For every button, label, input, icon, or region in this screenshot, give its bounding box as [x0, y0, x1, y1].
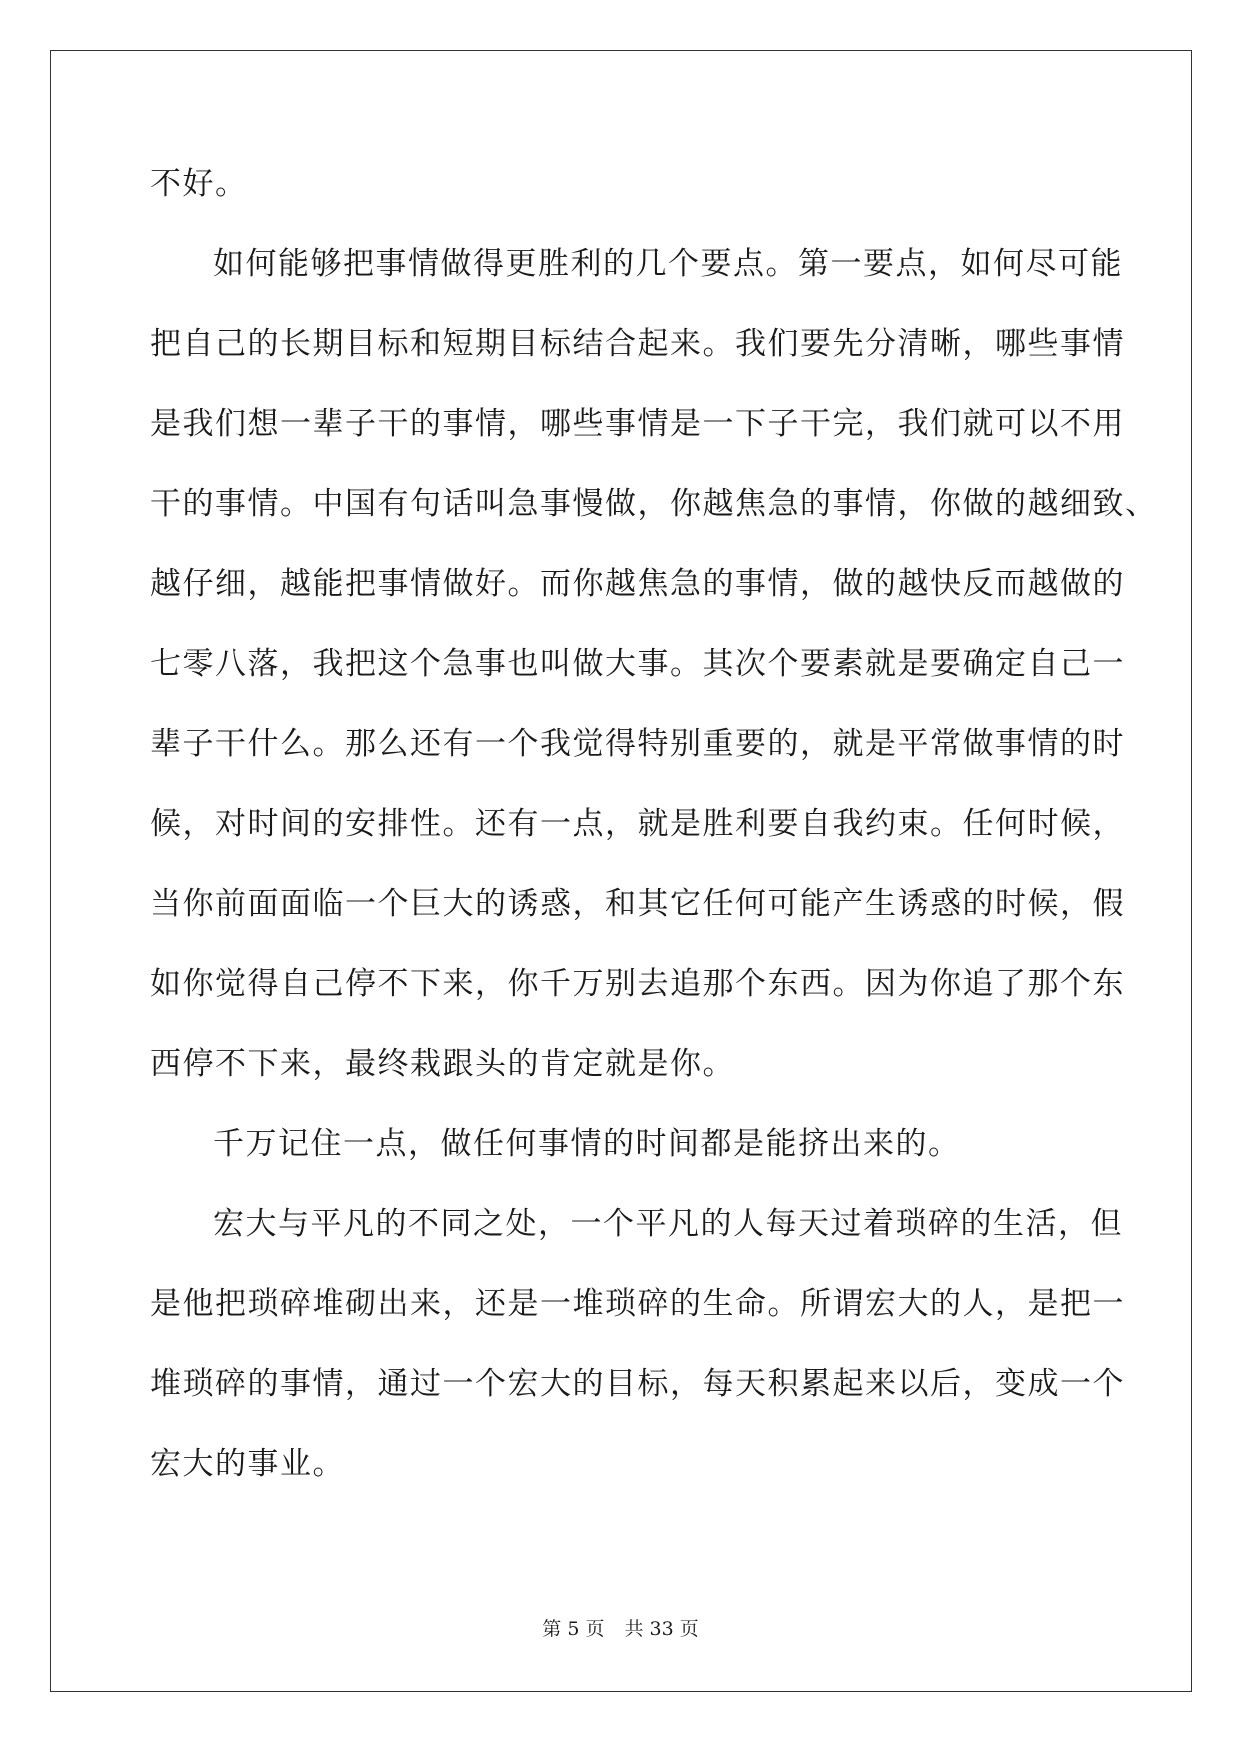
text-line: 越仔细，越能把事情做好。而你越焦急的事情，做的越快反而越做的	[150, 566, 1125, 602]
text-line: 干的事情。中国有句话叫急事慢做，你越焦急的事情，你做的越细致、	[150, 486, 1158, 522]
text-line: 堆琐碎的事情，通过一个宏大的目标，每天积累起来以后，变成一个	[150, 1366, 1125, 1402]
text-line: 是我们想一辈子干的事情，哪些事情是一下子干完，我们就可以不用	[150, 406, 1125, 442]
text-line: 当你前面面临一个巨大的诱惑，和其它任何可能产生诱惑的时候，假	[150, 886, 1125, 922]
document-body	[150, 161, 1158, 1521]
text-line: 把自己的长期目标和短期目标结合起来。我们要先分清晰，哪些事情	[150, 326, 1125, 362]
text-line: 如何能够把事情做得更胜利的几个要点。第一要点，如何尽可能	[213, 246, 1123, 282]
page-footer	[0, 1617, 1241, 1641]
text-line: 西停不下来，最终栽跟头的肯定就是你。	[150, 1046, 735, 1082]
text-line: 宏大的事业。	[150, 1446, 345, 1482]
text-line: 千万记住一点，做任何事情的时间都是能挤出来的。	[213, 1126, 961, 1162]
text-line: 不好。	[150, 166, 248, 202]
text-line: 七零八落，我把这个急事也叫做大事。其次个要素就是要确定自己一	[150, 646, 1125, 682]
page-number: 第 5 页	[542, 1618, 605, 1640]
text-line: 候，对时间的安排性。还有一点，就是胜利要自我约束。任何时候，	[150, 806, 1125, 842]
page-total: 共 33 页	[624, 1618, 699, 1640]
text-line: 辈子干什么。那么还有一个我觉得特别重要的，就是平常做事情的时	[150, 726, 1125, 762]
text-line: 如你觉得自己停不下来，你千万别去追那个东西。因为你追了那个东	[150, 966, 1125, 1002]
text-line: 是他把琐碎堆砌出来，还是一堆琐碎的生命。所谓宏大的人，是把一	[150, 1286, 1125, 1322]
text-line: 宏大与平凡的不同之处，一个平凡的人每天过着琐碎的生活，但	[213, 1206, 1123, 1242]
